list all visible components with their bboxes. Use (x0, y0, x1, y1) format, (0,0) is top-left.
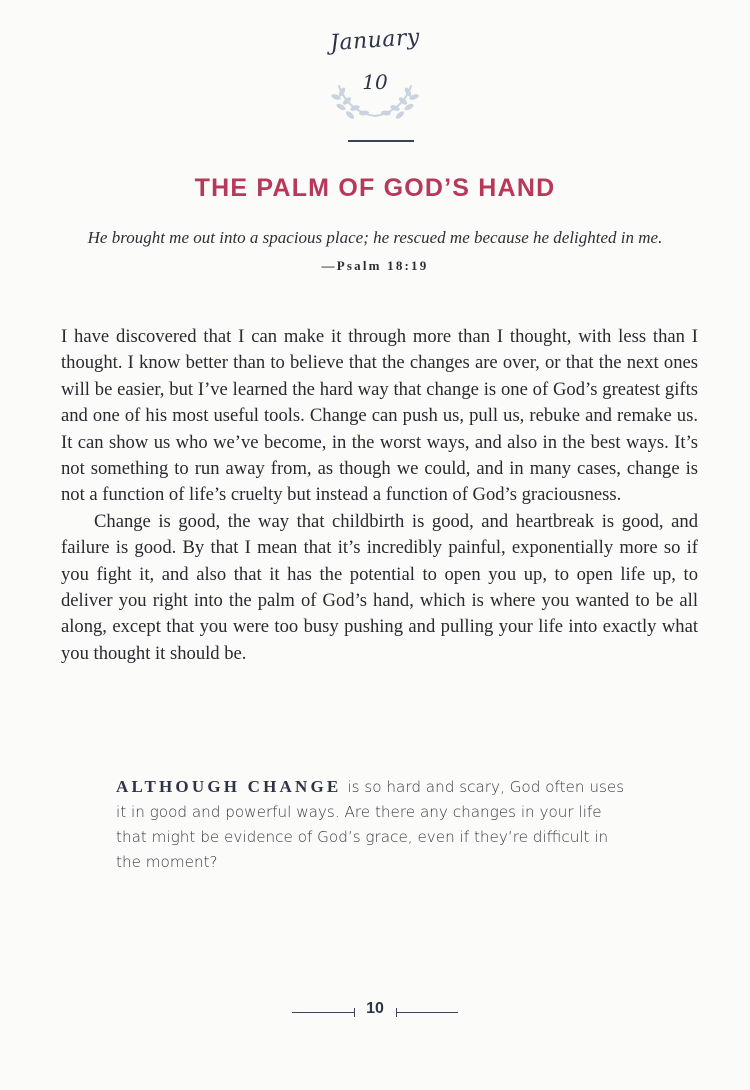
header-divider (348, 140, 414, 142)
day-number: 10 (362, 70, 388, 94)
date-header (0, 24, 750, 148)
footer-rule-left (292, 1012, 354, 1013)
scripture-verse: He brought me out into a spacious place; he rescued me because he delighted in me. (87, 228, 663, 247)
footer-rule-right (396, 1012, 458, 1013)
devotional-body (61, 324, 698, 667)
reflection-prompt (116, 774, 636, 875)
body-paragraph-1: I have discovered that I can make it through more than I thought, with less than I thought. I know better than to believe that the changes are over, or that the next ones will be easier, but I’ve learned the hard way that change is one of God’s greatest gifts and one of his most useful tools. Change can push us, pull us, rebuke and remake us. It can show us who we’ve become, in the worst ways, and also in the best ways. It’s not something to run away from, as though we could, and in many cases, change is not a function of life’s cruelty but instead a function of God’s graciousness. (61, 326, 698, 506)
body-paragraph-2: Change is good, the way that childbirth is good, and heartbreak is good, and failure is good. By that I mean that it’s incredibly painful, exponentially more so if you fight it, and also that it has the potential to open you up, to open life up, to deliver you right into the palm of God’s hand, which is where you wanted to be all along, except that you were too busy pushing and pulling your life into exactly what you thought it should be. (61, 510, 698, 664)
page-footer (0, 1000, 750, 1024)
page-number: 10 (366, 1000, 384, 1017)
month-label: January (329, 24, 421, 57)
devotional-title: THE PALM OF GOD’S HAND (194, 174, 556, 202)
reflection-text: is so hard and scary, God often uses it in good and powerful ways. Are there any changes in your life that might be evidence of God’s grace, even if they’re difficult in the moment? (116, 778, 625, 871)
reflection-lead: ALTHOUGH CHANGE (116, 777, 342, 796)
scripture-reference: —Psalm 18:19 (321, 258, 429, 273)
